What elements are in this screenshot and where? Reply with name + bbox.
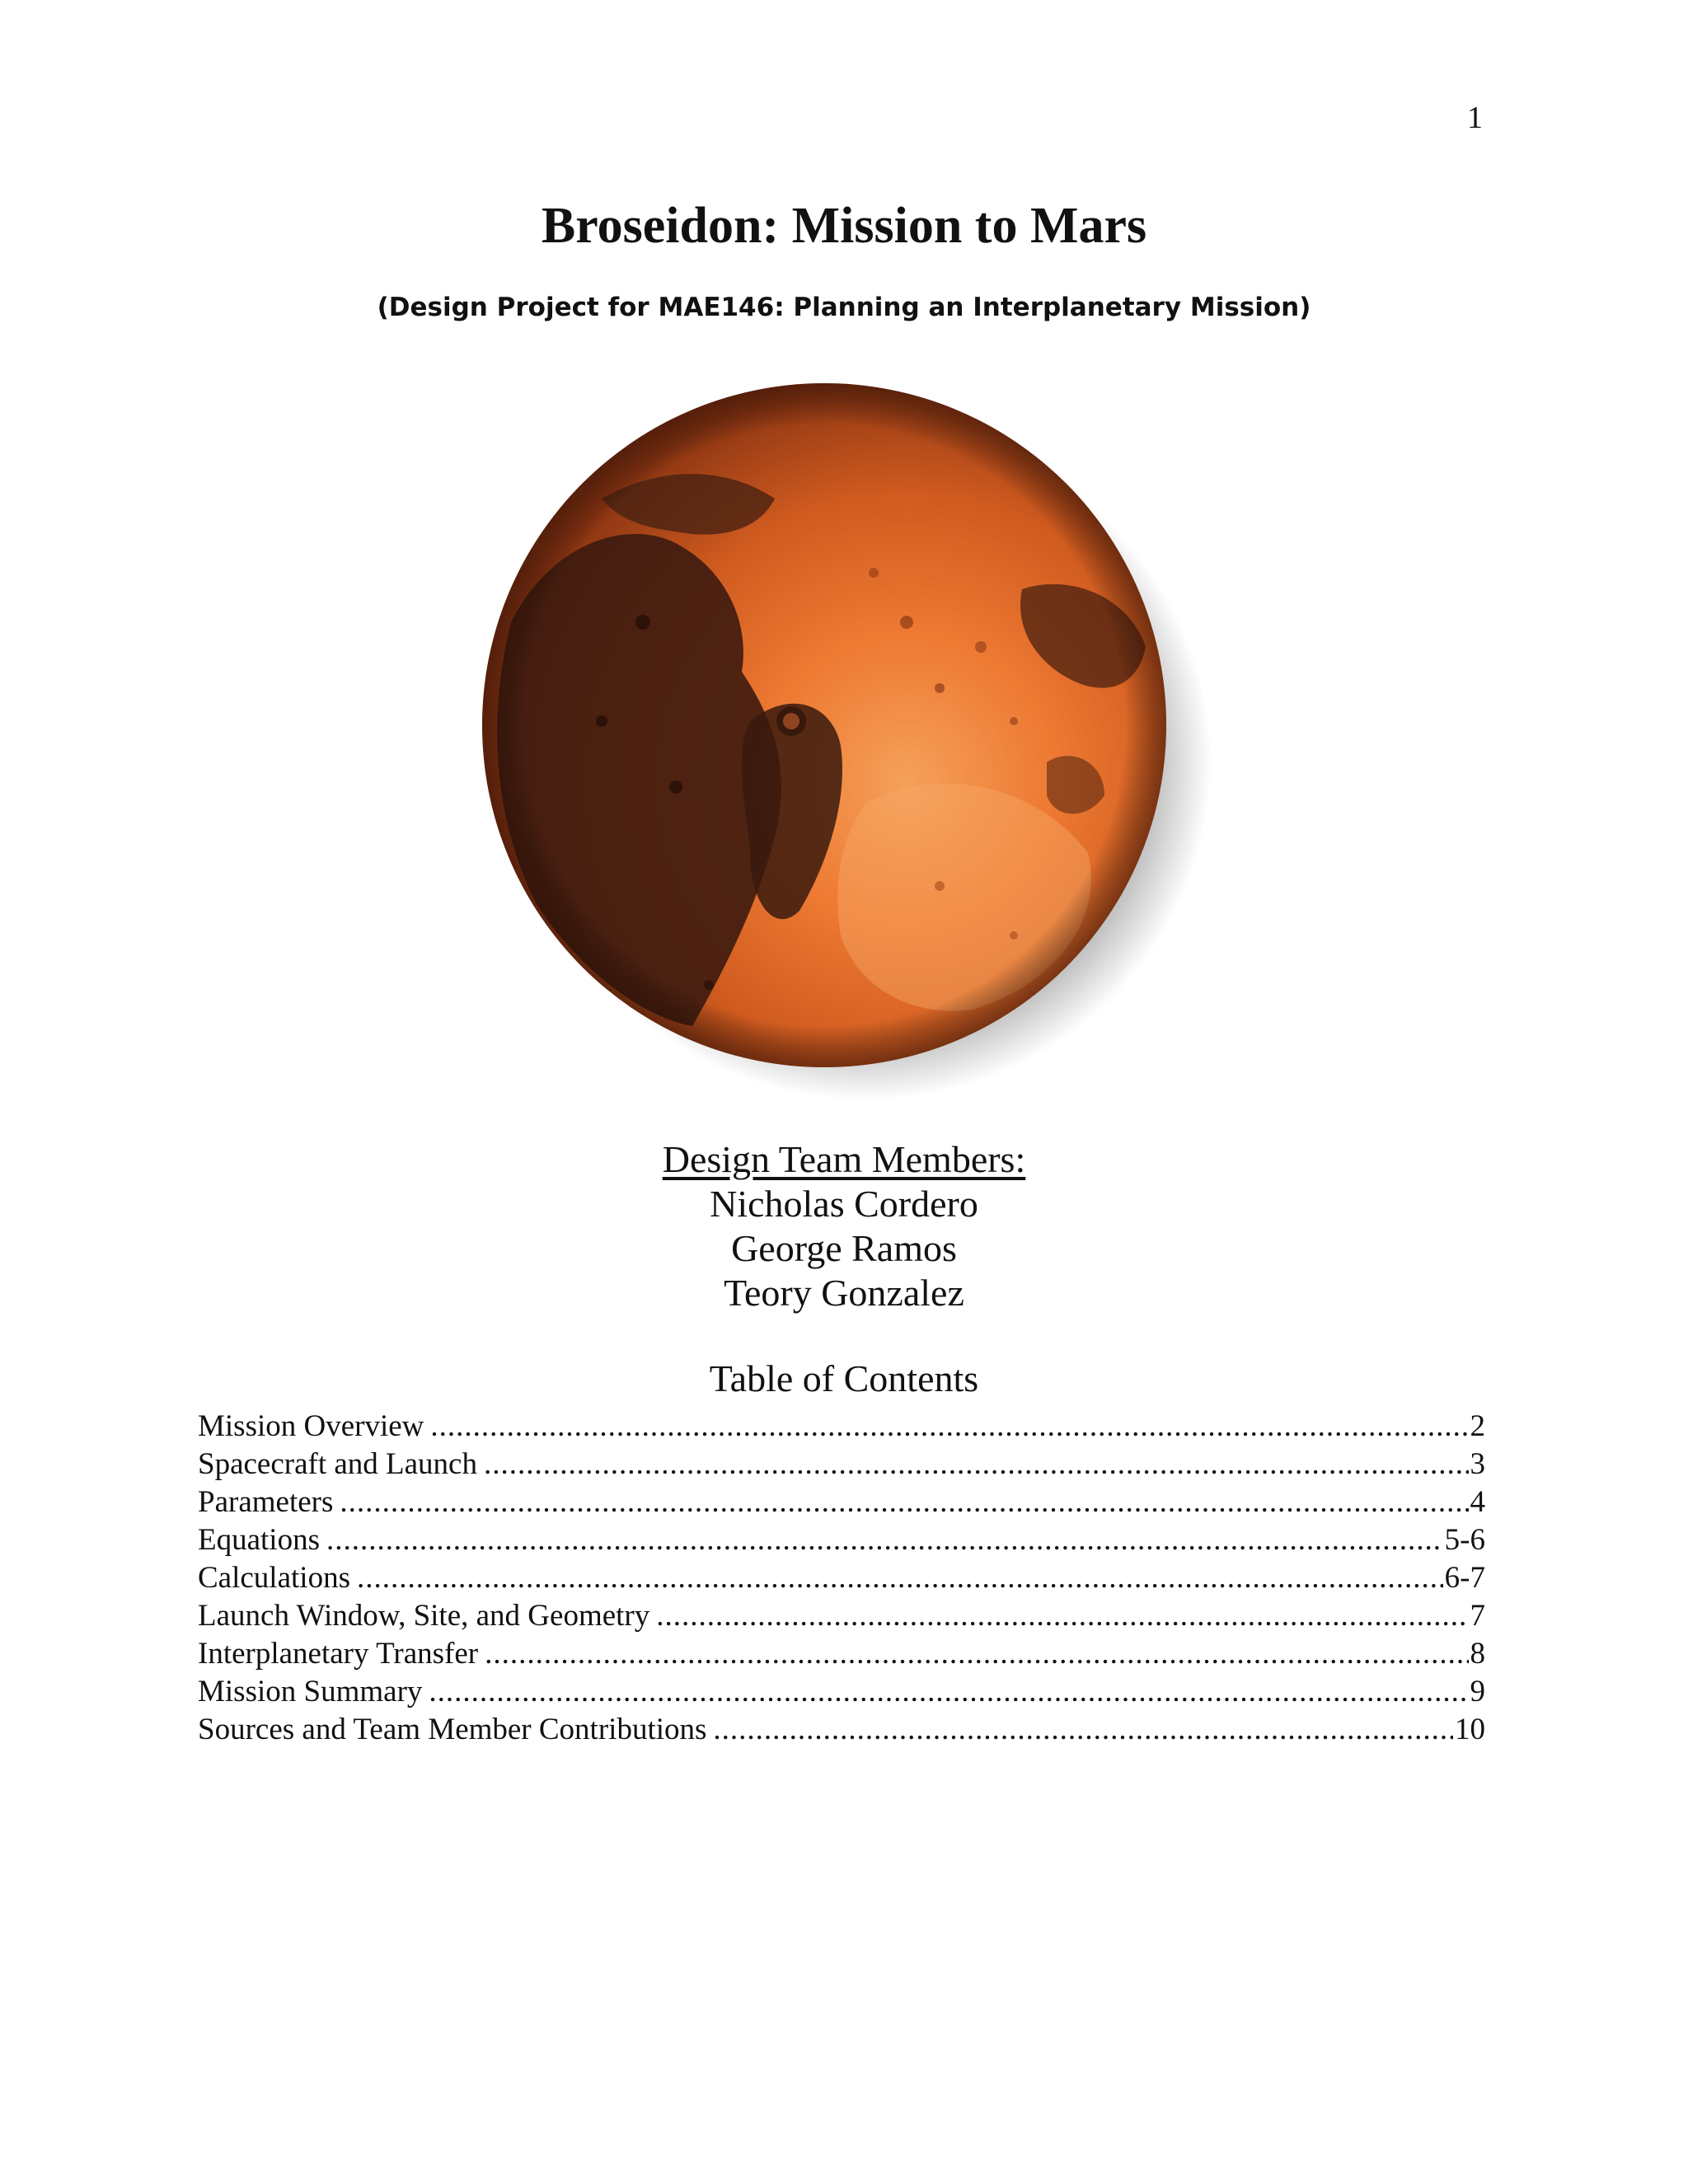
toc-leader-dots: [484, 1446, 1469, 1483]
team-member: George Ramos: [731, 1227, 957, 1269]
toc-entry-page: 10: [1455, 1713, 1485, 1746]
toc-entry-page: 7: [1470, 1599, 1485, 1633]
toc-leader-dots: [430, 1408, 1468, 1446]
toc-entry-title: Interplanetary Transfer: [198, 1637, 479, 1671]
toc-entry[interactable]: [198, 1446, 1485, 1483]
toc-leader-dots: [485, 1635, 1468, 1673]
toc-entry-title: Parameters: [198, 1485, 334, 1519]
toc-leader-dots: [429, 1673, 1468, 1711]
toc-entry-title: Mission Overview: [198, 1409, 424, 1443]
page-number: 1: [1467, 101, 1483, 135]
toc-leader-dots: [656, 1597, 1468, 1635]
toc-entry-page: 3: [1470, 1447, 1485, 1481]
planet-rim: [482, 383, 1166, 1067]
toc-entry[interactable]: [198, 1635, 1485, 1673]
toc-leader-dots: [357, 1559, 1443, 1597]
toc-entry-title: Calculations: [198, 1561, 350, 1595]
toc-entry-title: Sources and Team Member Contributions: [198, 1713, 707, 1746]
toc-entry-title: Mission Summary: [198, 1675, 423, 1708]
toc-entry-page: 6-7: [1444, 1561, 1485, 1595]
toc-entry-page: 8: [1470, 1637, 1485, 1671]
toc-entry-page: 4: [1470, 1485, 1485, 1519]
team-member: Teory Gonzalez: [724, 1272, 964, 1314]
mars-planet-image: [478, 375, 1212, 1100]
document-subtitle: (Design Project for MAE146: Planning an Interplanetary Mission): [377, 293, 1311, 322]
toc-entry[interactable]: [198, 1673, 1485, 1711]
toc-leader-dots: [326, 1521, 1443, 1559]
toc-entry[interactable]: [198, 1483, 1485, 1521]
toc-heading: Table of Contents: [709, 1357, 979, 1399]
toc-entry[interactable]: [198, 1597, 1485, 1635]
toc-entry-page: 2: [1470, 1409, 1485, 1443]
toc-entry-title: Launch Window, Site, and Geometry: [198, 1599, 650, 1633]
toc-entry-page: 9: [1470, 1675, 1485, 1708]
toc-entry-page: 5-6: [1444, 1523, 1485, 1557]
toc-entry[interactable]: [198, 1559, 1485, 1597]
document-title: Broseidon: Mission to Mars: [541, 198, 1147, 254]
toc-entry[interactable]: [198, 1408, 1485, 1446]
toc-entry[interactable]: [198, 1521, 1485, 1559]
toc-entry[interactable]: [198, 1711, 1485, 1749]
toc-leader-dots: [340, 1483, 1468, 1521]
toc-entry-title: Equations: [198, 1523, 320, 1557]
toc-entry-title: Spacecraft and Launch: [198, 1447, 477, 1481]
mars-illustration: [478, 375, 1212, 1100]
team-section: [0, 1137, 1688, 1315]
team-heading: Design Team Members:: [662, 1138, 1026, 1180]
team-member: Nicholas Cordero: [710, 1183, 978, 1225]
toc-leader-dots: [713, 1711, 1453, 1749]
table-of-contents: [198, 1408, 1485, 1749]
